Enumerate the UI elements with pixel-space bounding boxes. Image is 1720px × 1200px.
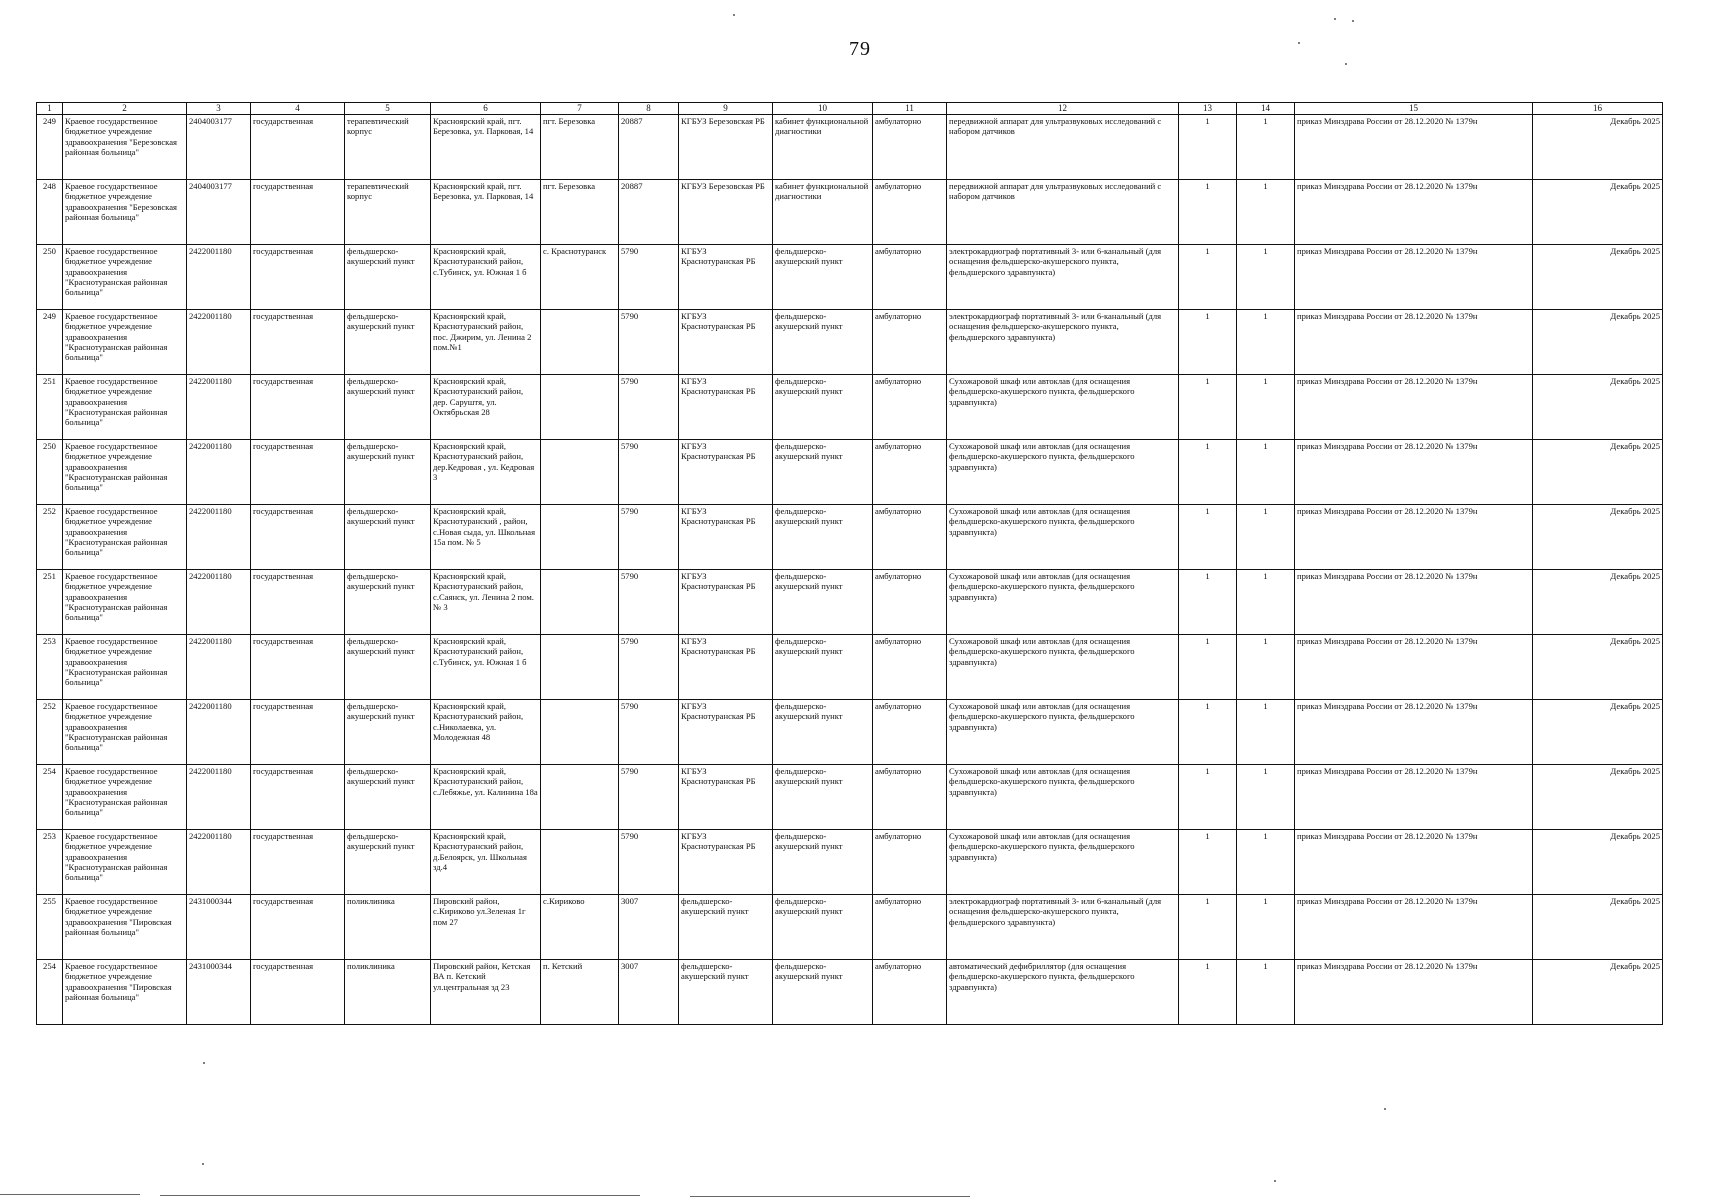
table-cell-col-6: Красноярский край, Краснотуранский район, с.Саянск, ул. Ленина 2 пом. № 3 <box>431 570 541 635</box>
table-cell-col-3: 2404003177 <box>187 180 251 245</box>
table-row <box>37 830 1663 895</box>
table-cell-col-8: 5790 <box>619 375 679 440</box>
table-cell-col-12: автоматический дефибриллятор (для оснащения фельдшерско-акушерского пункта, фельдшерского здравпункта) <box>947 960 1179 1025</box>
header-row <box>37 103 1663 115</box>
table-cell-col-15: приказ Минздрава России от 28.12.2020 № 1379н <box>1295 440 1533 505</box>
table-cell-col-10: фельдшерско-акушерский пункт <box>773 375 873 440</box>
table-cell-col-1: 250 <box>37 245 63 310</box>
table-cell-col-11: амбулаторно <box>873 895 947 960</box>
table-cell-col-5: терапевтический корпус <box>345 180 431 245</box>
table-cell-col-14: 1 <box>1237 635 1295 700</box>
table-cell-col-16: Декабрь 2025 <box>1533 570 1663 635</box>
table-cell-col-8: 3007 <box>619 895 679 960</box>
table-cell-col-9: КГБУЗ Березовская РБ <box>679 115 773 180</box>
table-cell-col-7 <box>541 505 619 570</box>
table-cell-col-2: Краевое государственное бюджетное учреждение здравоохранения "Краснотуранская районная больница" <box>63 700 187 765</box>
table-cell-col-4: государственная <box>251 960 345 1025</box>
table-cell-col-10: фельдшерско-акушерский пункт <box>773 700 873 765</box>
table-cell-col-12: Сухожаровой шкаф или автоклав (для оснащения фельдшерско-акушерского пункта, фельдшерского здравпункта) <box>947 440 1179 505</box>
table-row <box>37 570 1663 635</box>
scan-speck <box>202 1163 204 1165</box>
table-cell-col-5: фельдшерско-акушерский пункт <box>345 635 431 700</box>
table-cell-col-15: приказ Минздрава России от 28.12.2020 № 1379н <box>1295 700 1533 765</box>
table-cell-col-6: Красноярский край, Краснотуранский район, с.Тубинск, ул. Южная 1 б <box>431 245 541 310</box>
table-cell-col-8: 5790 <box>619 830 679 895</box>
table-cell-col-3: 2422001180 <box>187 830 251 895</box>
table-cell-col-13: 1 <box>1179 115 1237 180</box>
table-cell-col-15: приказ Минздрава России от 28.12.2020 № 1379н <box>1295 635 1533 700</box>
table-row <box>37 505 1663 570</box>
table-cell-col-12: передвижной аппарат для ультразвуковых исследований с набором датчиков <box>947 180 1179 245</box>
scan-speck <box>1352 20 1354 22</box>
table-cell-col-8: 5790 <box>619 570 679 635</box>
table-body <box>37 115 1663 1025</box>
table-cell-col-13: 1 <box>1179 180 1237 245</box>
scan-speck <box>1334 18 1336 20</box>
column-header-10: 10 <box>773 103 873 115</box>
table-cell-col-9: фельдшерско-акушерский пункт <box>679 895 773 960</box>
table-cell-col-6: Красноярский край, Краснотуранский район, пос. Джирим, ул. Ленина 2 пом.№1 <box>431 310 541 375</box>
table-cell-col-1: 252 <box>37 505 63 570</box>
table-cell-col-7: пгт. Березовка <box>541 115 619 180</box>
table-cell-col-13: 1 <box>1179 505 1237 570</box>
table-cell-col-16: Декабрь 2025 <box>1533 765 1663 830</box>
table-cell-col-4: государственная <box>251 115 345 180</box>
column-header-6: 6 <box>431 103 541 115</box>
scan-speck <box>733 14 735 16</box>
column-header-14: 14 <box>1237 103 1295 115</box>
table-row <box>37 960 1663 1025</box>
table-cell-col-3: 2422001180 <box>187 245 251 310</box>
table-cell-col-2: Краевое государственное бюджетное учреждение здравоохранения "Краснотуранская районная больница" <box>63 245 187 310</box>
table-cell-col-11: амбулаторно <box>873 310 947 375</box>
scan-speck <box>203 1062 205 1064</box>
table-row <box>37 700 1663 765</box>
table-cell-col-14: 1 <box>1237 115 1295 180</box>
table-cell-col-14: 1 <box>1237 245 1295 310</box>
column-header-5: 5 <box>345 103 431 115</box>
table-cell-col-1: 249 <box>37 310 63 375</box>
table-cell-col-2: Краевое государственное бюджетное учреждение здравоохранения "Краснотуранская районная больница" <box>63 310 187 375</box>
table-row <box>37 440 1663 505</box>
table-cell-col-3: 2404003177 <box>187 115 251 180</box>
scan-speck <box>1298 42 1300 44</box>
table-cell-col-8: 20887 <box>619 115 679 180</box>
table-cell-col-2: Краевое государственное бюджетное учреждение здравоохранения "Краснотуранская районная больница" <box>63 505 187 570</box>
table-cell-col-11: амбулаторно <box>873 245 947 310</box>
table-cell-col-9: КГБУЗ Краснотуранская РБ <box>679 570 773 635</box>
table-cell-col-5: фельдшерско-акушерский пункт <box>345 765 431 830</box>
table-cell-col-7 <box>541 375 619 440</box>
table-cell-col-7 <box>541 700 619 765</box>
table-cell-col-16: Декабрь 2025 <box>1533 635 1663 700</box>
table-cell-col-9: КГБУЗ Краснотуранская РБ <box>679 245 773 310</box>
table-cell-col-11: амбулаторно <box>873 505 947 570</box>
table-cell-col-9: КГБУЗ Березовская РБ <box>679 180 773 245</box>
table-cell-col-1: 254 <box>37 765 63 830</box>
table-cell-col-7 <box>541 570 619 635</box>
table-cell-col-12: Сухожаровой шкаф или автоклав (для оснащения фельдшерско-акушерского пункта, фельдшерского здравпункта) <box>947 570 1179 635</box>
table-cell-col-2: Краевое государственное бюджетное учреждение здравоохранения "Березовская районная больница" <box>63 180 187 245</box>
table-cell-col-15: приказ Минздрава России от 28.12.2020 № 1379н <box>1295 180 1533 245</box>
column-header-12: 12 <box>947 103 1179 115</box>
table-cell-col-7 <box>541 310 619 375</box>
table-cell-col-5: фельдшерско-акушерский пункт <box>345 440 431 505</box>
table-cell-col-3: 2431000344 <box>187 960 251 1025</box>
scan-speck <box>1345 63 1347 65</box>
table-cell-col-15: приказ Минздрава России от 28.12.2020 № 1379н <box>1295 570 1533 635</box>
table-cell-col-5: терапевтический корпус <box>345 115 431 180</box>
table-cell-col-14: 1 <box>1237 570 1295 635</box>
table-cell-col-9: КГБУЗ Краснотуранская РБ <box>679 765 773 830</box>
table-cell-col-14: 1 <box>1237 765 1295 830</box>
table-cell-col-4: государственная <box>251 440 345 505</box>
table-cell-col-4: государственная <box>251 310 345 375</box>
table-cell-col-8: 5790 <box>619 635 679 700</box>
table-cell-col-9: КГБУЗ Краснотуранская РБ <box>679 635 773 700</box>
table-cell-col-8: 5790 <box>619 765 679 830</box>
table-cell-col-12: Сухожаровой шкаф или автоклав (для оснащения фельдшерско-акушерского пункта, фельдшерского здравпункта) <box>947 635 1179 700</box>
table-cell-col-14: 1 <box>1237 440 1295 505</box>
table-cell-col-5: фельдшерско-акушерский пункт <box>345 375 431 440</box>
table-cell-col-8: 5790 <box>619 700 679 765</box>
table-cell-col-6: Пировский район, Кетская ВА п. Кетский ул.центральная зд 23 <box>431 960 541 1025</box>
table-cell-col-10: фельдшерско-акушерский пункт <box>773 310 873 375</box>
table-cell-col-4: государственная <box>251 765 345 830</box>
table-cell-col-4: государственная <box>251 505 345 570</box>
table-cell-col-6: Пировский район, с.Кириково ул.Зеленая 1г пом 27 <box>431 895 541 960</box>
table-cell-col-15: приказ Минздрава России от 28.12.2020 № 1379н <box>1295 245 1533 310</box>
table-cell-col-9: фельдшерско-акушерский пункт <box>679 960 773 1025</box>
table-cell-col-3: 2422001180 <box>187 570 251 635</box>
column-header-4: 4 <box>251 103 345 115</box>
table-cell-col-9: КГБУЗ Краснотуранская РБ <box>679 700 773 765</box>
table-cell-col-13: 1 <box>1179 895 1237 960</box>
table-cell-col-15: приказ Минздрава России от 28.12.2020 № 1379н <box>1295 375 1533 440</box>
table-row <box>37 180 1663 245</box>
table-row <box>37 310 1663 375</box>
table-cell-col-1: 255 <box>37 895 63 960</box>
table-cell-col-14: 1 <box>1237 505 1295 570</box>
table-cell-col-11: амбулаторно <box>873 765 947 830</box>
table-cell-col-15: приказ Минздрава России от 28.12.2020 № 1379н <box>1295 505 1533 570</box>
table-cell-col-2: Краевое государственное бюджетное учреждение здравоохранения "Краснотуранская районная больница" <box>63 765 187 830</box>
table-cell-col-4: государственная <box>251 375 345 440</box>
table-cell-col-12: электрокардиограф портативный 3- или 6-канальный (для оснащения фельдшерско-акушерского пункта, фельдшерского здравпункта) <box>947 310 1179 375</box>
column-header-9: 9 <box>679 103 773 115</box>
table-cell-col-16: Декабрь 2025 <box>1533 505 1663 570</box>
table-cell-col-12: Сухожаровой шкаф или автоклав (для оснащения фельдшерско-акушерского пункта, фельдшерского здравпункта) <box>947 375 1179 440</box>
table-cell-col-2: Краевое государственное бюджетное учреждение здравоохранения "Пировская районная больница" <box>63 960 187 1025</box>
table-cell-col-11: амбулаторно <box>873 440 947 505</box>
table-cell-col-2: Краевое государственное бюджетное учреждение здравоохранения "Краснотуранская районная больница" <box>63 635 187 700</box>
table-cell-col-12: электрокардиограф портативный 3- или 6-канальный (для оснащения фельдшерско-акушерского пункта, фельдшерского здравпункта) <box>947 245 1179 310</box>
table-cell-col-2: Краевое государственное бюджетное учреждение здравоохранения "Краснотуранская районная больница" <box>63 830 187 895</box>
scan-edge-line <box>0 1194 140 1195</box>
table-cell-col-5: фельдшерско-акушерский пункт <box>345 570 431 635</box>
table-cell-col-10: фельдшерско-акушерский пункт <box>773 960 873 1025</box>
table-cell-col-15: приказ Минздрава России от 28.12.2020 № 1379н <box>1295 960 1533 1025</box>
table-cell-col-7 <box>541 765 619 830</box>
table-cell-col-10: фельдшерско-акушерский пункт <box>773 440 873 505</box>
table-cell-col-15: приказ Минздрава России от 28.12.2020 № 1379н <box>1295 895 1533 960</box>
table-row <box>37 765 1663 830</box>
table-cell-col-12: Сухожаровой шкаф или автоклав (для оснащения фельдшерско-акушерского пункта, фельдшерского здравпункта) <box>947 765 1179 830</box>
table-cell-col-13: 1 <box>1179 635 1237 700</box>
table-cell-col-12: Сухожаровой шкаф или автоклав (для оснащения фельдшерско-акушерского пункта, фельдшерского здравпункта) <box>947 830 1179 895</box>
equipment-table <box>36 102 1663 1025</box>
table-cell-col-9: КГБУЗ Краснотуранская РБ <box>679 505 773 570</box>
table-cell-col-13: 1 <box>1179 570 1237 635</box>
table-cell-col-1: 253 <box>37 635 63 700</box>
table-cell-col-14: 1 <box>1237 895 1295 960</box>
table-cell-col-16: Декабрь 2025 <box>1533 895 1663 960</box>
table-cell-col-3: 2431000344 <box>187 895 251 960</box>
table-cell-col-1: 249 <box>37 115 63 180</box>
table-cell-col-11: амбулаторно <box>873 115 947 180</box>
table-cell-col-2: Краевое государственное бюджетное учреждение здравоохранения "Краснотуранская районная больница" <box>63 570 187 635</box>
table-cell-col-1: 252 <box>37 700 63 765</box>
table-cell-col-7 <box>541 440 619 505</box>
table-cell-col-7: пгт. Березовка <box>541 180 619 245</box>
table-cell-col-2: Краевое государственное бюджетное учреждение здравоохранения "Краснотуранская районная больница" <box>63 440 187 505</box>
table-cell-col-4: государственная <box>251 245 345 310</box>
table-cell-col-5: фельдшерско-акушерский пункт <box>345 830 431 895</box>
table-cell-col-7: п. Кетский <box>541 960 619 1025</box>
table-cell-col-11: амбулаторно <box>873 180 947 245</box>
table-cell-col-11: амбулаторно <box>873 830 947 895</box>
table-cell-col-2: Краевое государственное бюджетное учреждение здравоохранения "Краснотуранская районная больница" <box>63 375 187 440</box>
column-header-2: 2 <box>63 103 187 115</box>
table-cell-col-16: Декабрь 2025 <box>1533 245 1663 310</box>
table-cell-col-9: КГБУЗ Краснотуранская РБ <box>679 375 773 440</box>
table-cell-col-9: КГБУЗ Краснотуранская РБ <box>679 830 773 895</box>
table-cell-col-14: 1 <box>1237 700 1295 765</box>
table-cell-col-12: Сухожаровой шкаф или автоклав (для оснащения фельдшерско-акушерского пункта, фельдшерского здравпункта) <box>947 700 1179 765</box>
page-number: 79 <box>849 38 871 60</box>
table-cell-col-10: фельдшерско-акушерский пункт <box>773 830 873 895</box>
table-cell-col-10: фельдшерско-акушерский пункт <box>773 895 873 960</box>
table-cell-col-7: с. Краснотуранск <box>541 245 619 310</box>
table-cell-col-10: кабинет функциональной диагностики <box>773 115 873 180</box>
table-cell-col-5: фельдшерско-акушерский пункт <box>345 310 431 375</box>
table-cell-col-10: кабинет функциональной диагностики <box>773 180 873 245</box>
table-cell-col-13: 1 <box>1179 700 1237 765</box>
table-cell-col-6: Красноярский край, Краснотуранский , район, с.Новая сыда, ул. Школьная 15а пом. № 5 <box>431 505 541 570</box>
table-cell-col-1: 251 <box>37 375 63 440</box>
table-cell-col-16: Декабрь 2025 <box>1533 375 1663 440</box>
table-cell-col-10: фельдшерско-акушерский пункт <box>773 765 873 830</box>
table-cell-col-15: приказ Минздрава России от 28.12.2020 № 1379н <box>1295 830 1533 895</box>
table-row <box>37 115 1663 180</box>
table-cell-col-5: фельдшерско-акушерский пункт <box>345 245 431 310</box>
table-cell-col-13: 1 <box>1179 310 1237 375</box>
table-cell-col-3: 2422001180 <box>187 765 251 830</box>
table-cell-col-10: фельдшерско-акушерский пункт <box>773 505 873 570</box>
table-cell-col-14: 1 <box>1237 960 1295 1025</box>
table-cell-col-1: 253 <box>37 830 63 895</box>
column-header-1: 1 <box>37 103 63 115</box>
table-cell-col-15: приказ Минздрава России от 28.12.2020 № 1379н <box>1295 310 1533 375</box>
table-cell-col-8: 3007 <box>619 960 679 1025</box>
table-cell-col-13: 1 <box>1179 440 1237 505</box>
table-cell-col-7: с.Кириково <box>541 895 619 960</box>
table-cell-col-4: государственная <box>251 570 345 635</box>
table-cell-col-1: 248 <box>37 180 63 245</box>
table-cell-col-2: Краевое государственное бюджетное учреждение здравоохранения "Пировская районная больница" <box>63 895 187 960</box>
table-cell-col-16: Декабрь 2025 <box>1533 960 1663 1025</box>
table-cell-col-16: Декабрь 2025 <box>1533 440 1663 505</box>
table-cell-col-6: Красноярский край, Краснотуранский район, с.Николаевка, ул. Молодежная 48 <box>431 700 541 765</box>
table-row <box>37 375 1663 440</box>
table-cell-col-11: амбулаторно <box>873 700 947 765</box>
table-cell-col-9: КГБУЗ Краснотуранская РБ <box>679 310 773 375</box>
table-cell-col-13: 1 <box>1179 960 1237 1025</box>
scan-speck <box>1384 1108 1386 1110</box>
column-header-15: 15 <box>1295 103 1533 115</box>
column-header-3: 3 <box>187 103 251 115</box>
table-cell-col-2: Краевое государственное бюджетное учреждение здравоохранения "Березовская районная больница" <box>63 115 187 180</box>
table-cell-col-1: 250 <box>37 440 63 505</box>
table-cell-col-9: КГБУЗ Краснотуранская РБ <box>679 440 773 505</box>
table-cell-col-3: 2422001180 <box>187 635 251 700</box>
table-cell-col-16: Декабрь 2025 <box>1533 830 1663 895</box>
table-cell-col-12: электрокардиограф портативный 3- или 6-канальный (для оснащения фельдшерско-акушерского пункта, фельдшерского здравпункта) <box>947 895 1179 960</box>
table-cell-col-15: приказ Минздрава России от 28.12.2020 № 1379н <box>1295 115 1533 180</box>
table-cell-col-16: Декабрь 2025 <box>1533 115 1663 180</box>
table-cell-col-6: Красноярский край, Краснотуранский район, дер. Саруштя, ул. Октябрьская 28 <box>431 375 541 440</box>
table-cell-col-3: 2422001180 <box>187 375 251 440</box>
table-cell-col-4: государственная <box>251 180 345 245</box>
table-cell-col-3: 2422001180 <box>187 310 251 375</box>
table-cell-col-11: амбулаторно <box>873 960 947 1025</box>
table-cell-col-7 <box>541 635 619 700</box>
table-cell-col-8: 5790 <box>619 440 679 505</box>
table-row <box>37 245 1663 310</box>
table-cell-col-7 <box>541 830 619 895</box>
column-header-8: 8 <box>619 103 679 115</box>
table-cell-col-6: Красноярский край, Краснотуранский район, д.Белоярск, ул. Школьная зд.4 <box>431 830 541 895</box>
table-cell-col-10: фельдшерско-акушерский пункт <box>773 635 873 700</box>
table-cell-col-13: 1 <box>1179 765 1237 830</box>
table-cell-col-5: поликлиника <box>345 895 431 960</box>
scan-edge-line <box>690 1196 970 1197</box>
table-cell-col-14: 1 <box>1237 310 1295 375</box>
table-cell-col-4: государственная <box>251 830 345 895</box>
table-cell-col-3: 2422001180 <box>187 440 251 505</box>
table-cell-col-13: 1 <box>1179 830 1237 895</box>
table-cell-col-6: Красноярский край, пгт. Березовка, ул. Парковая, 14 <box>431 115 541 180</box>
table-cell-col-6: Красноярский край, Краснотуранский район, дер.Кедровая , ул. Кедровая 3 <box>431 440 541 505</box>
table-cell-col-12: передвижной аппарат для ультразвуковых исследований с набором датчиков <box>947 115 1179 180</box>
table-cell-col-8: 20887 <box>619 180 679 245</box>
column-header-13: 13 <box>1179 103 1237 115</box>
table-cell-col-4: государственная <box>251 895 345 960</box>
table-cell-col-16: Декабрь 2025 <box>1533 700 1663 765</box>
scan-speck <box>1274 1180 1276 1182</box>
table-cell-col-3: 2422001180 <box>187 700 251 765</box>
column-header-16: 16 <box>1533 103 1663 115</box>
table-row <box>37 635 1663 700</box>
table-cell-col-12: Сухожаровой шкаф или автоклав (для оснащения фельдшерско-акушерского пункта, фельдшерского здравпункта) <box>947 505 1179 570</box>
table-cell-col-5: поликлиника <box>345 960 431 1025</box>
table-cell-col-11: амбулаторно <box>873 570 947 635</box>
table-cell-col-14: 1 <box>1237 180 1295 245</box>
table-cell-col-10: фельдшерско-акушерский пункт <box>773 245 873 310</box>
table-cell-col-5: фельдшерско-акушерский пункт <box>345 505 431 570</box>
table-cell-col-16: Декабрь 2025 <box>1533 310 1663 375</box>
table-cell-col-6: Красноярский край, Краснотуранский район, с.Лебяжье, ул. Калинина 18а <box>431 765 541 830</box>
table-cell-col-4: государственная <box>251 700 345 765</box>
table-cell-col-8: 5790 <box>619 505 679 570</box>
table-cell-col-13: 1 <box>1179 245 1237 310</box>
column-header-7: 7 <box>541 103 619 115</box>
table-header <box>37 103 1663 115</box>
table-cell-col-11: амбулаторно <box>873 375 947 440</box>
table-cell-col-14: 1 <box>1237 830 1295 895</box>
table-cell-col-6: Красноярский край, пгт. Березовка, ул. Парковая, 14 <box>431 180 541 245</box>
table-cell-col-8: 5790 <box>619 245 679 310</box>
table-cell-col-10: фельдшерско-акушерский пункт <box>773 570 873 635</box>
table-cell-col-8: 5790 <box>619 310 679 375</box>
column-header-11: 11 <box>873 103 947 115</box>
table-row <box>37 895 1663 960</box>
table-cell-col-1: 251 <box>37 570 63 635</box>
table-cell-col-15: приказ Минздрава России от 28.12.2020 № 1379н <box>1295 765 1533 830</box>
table-cell-col-1: 254 <box>37 960 63 1025</box>
scan-edge-line <box>160 1195 640 1196</box>
table-cell-col-13: 1 <box>1179 375 1237 440</box>
table-cell-col-16: Декабрь 2025 <box>1533 180 1663 245</box>
table-cell-col-5: фельдшерско-акушерский пункт <box>345 700 431 765</box>
table-cell-col-4: государственная <box>251 635 345 700</box>
table-cell-col-11: амбулаторно <box>873 635 947 700</box>
table-cell-col-14: 1 <box>1237 375 1295 440</box>
table-cell-col-6: Красноярский край, Краснотуранский район, с.Тубинск, ул. Южная 1 б <box>431 635 541 700</box>
table-cell-col-3: 2422001180 <box>187 505 251 570</box>
